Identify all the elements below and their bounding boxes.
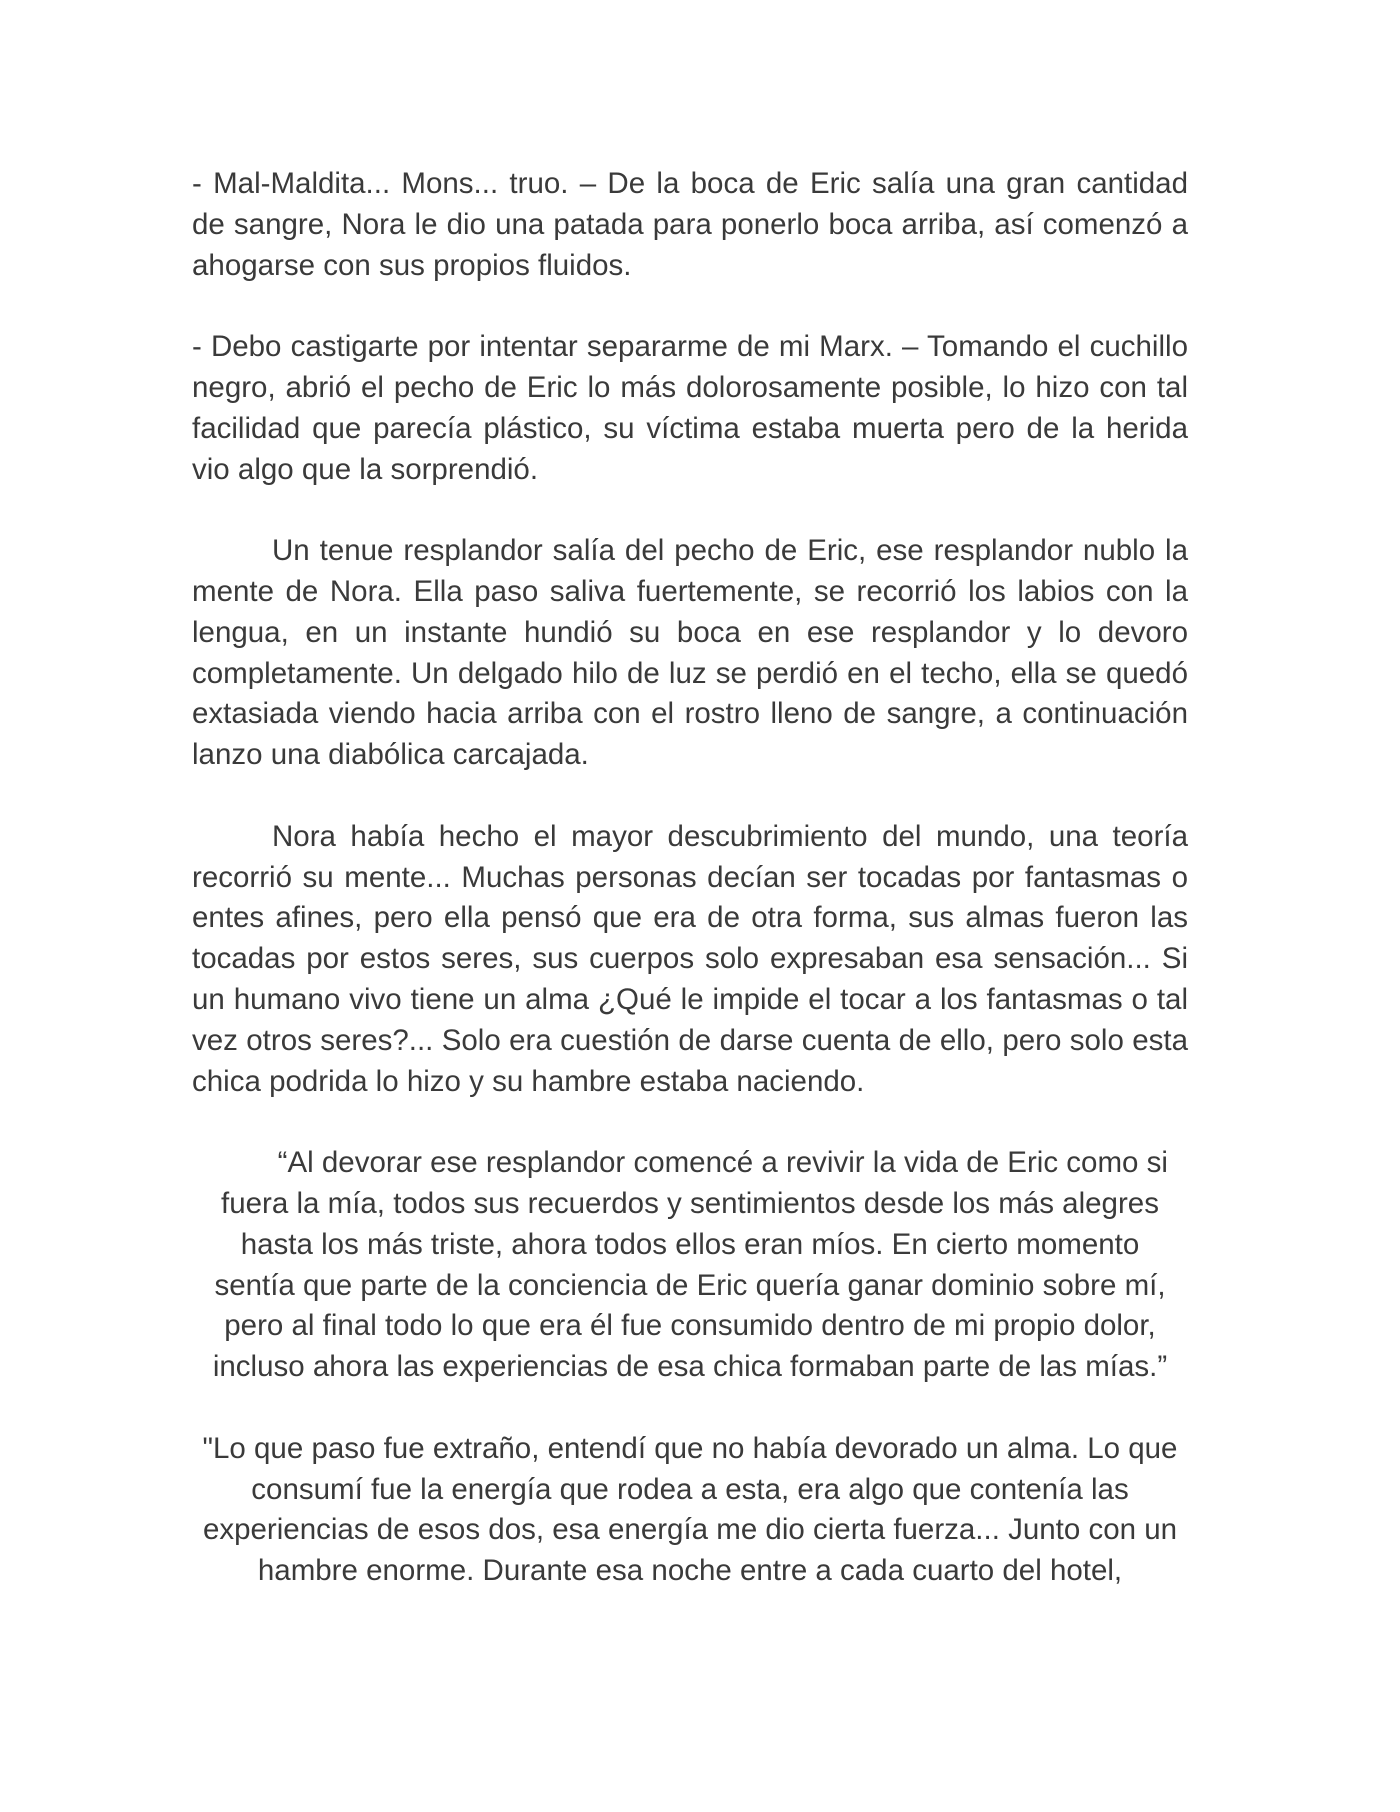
- document-page: [192, 164, 1188, 1592]
- quote-paragraph-1: “Al devorar ese resplandor comencé a revivir la vida de Eric como si fuera la mía, todos sus recuerdos y sentimientos desde los más alegres hasta los más triste, ahora todos ellos eran míos. En cierto momento sentía que parte de la conciencia de Eric quería ganar dominio sobre mí, pero al final todo lo que era él fue consumido dentro de mi propio dolor, incluso ahora las experiencias de esa chica formaban parte de las mías.”: [212, 1146, 1177, 1384]
- quote-paragraph-2: "Lo que paso fue extraño, entendí que no había devorado un alma. Lo que consumí fue la energía que rodea a esta, era algo que contenía las experiencias de esos dos, esa energía me dio cierta fuerza... Junto con un hambre enorme. Durante esa noche entre a cada cuarto del hotel,: [202, 1431, 1178, 1588]
- paragraph-1: - Mal-Maldita... Mons... truo. – De la boca de Eric salía una gran cantidad de sangre, Nora le dio una patada para ponerlo boca arriba, así comenzó a ahogarse con sus propios fluidos.: [192, 167, 1188, 282]
- paragraph-3: Un tenue resplandor salía del pecho de Eric, ese resplandor nublo la mente de Nora. Ella paso saliva fuertemente, se recorrió los labios con la lengua, en un instante hundió su boca en ese resplandor y lo devoro completamente. Un delgado hilo de luz se perdió en el techo, ella se quedó extasiada viendo hacia arriba con el rostro lleno de sangre, a continuación lanzo una diabólica carcajada.: [192, 534, 1188, 772]
- paragraph-2: - Debo castigarte por intentar separarme de mi Marx. – Tomando el cuchillo negro, abrió el pecho de Eric lo más dolorosamente posible, lo hizo con tal facilidad que parecía plástico, su víctima estaba muerta pero de la herida vio algo que la sorprendió.: [192, 330, 1188, 486]
- paragraph-4: Nora había hecho el mayor descubrimiento del mundo, una teoría recorrió su mente... Muchas personas decían ser tocadas por fantasmas o entes afines, pero ella pensó que era de otra forma, sus almas fueron las tocadas por estos seres, sus cuerpos solo expresaban esa sensación... Si un humano vivo tiene un alma ¿Qué le impide el tocar a los fantasmas o tal vez otros seres?... Solo era cuestión de darse cuenta de ello, pero solo esta chica podrida lo hizo y su hambre estaba naciendo.: [192, 819, 1188, 1098]
